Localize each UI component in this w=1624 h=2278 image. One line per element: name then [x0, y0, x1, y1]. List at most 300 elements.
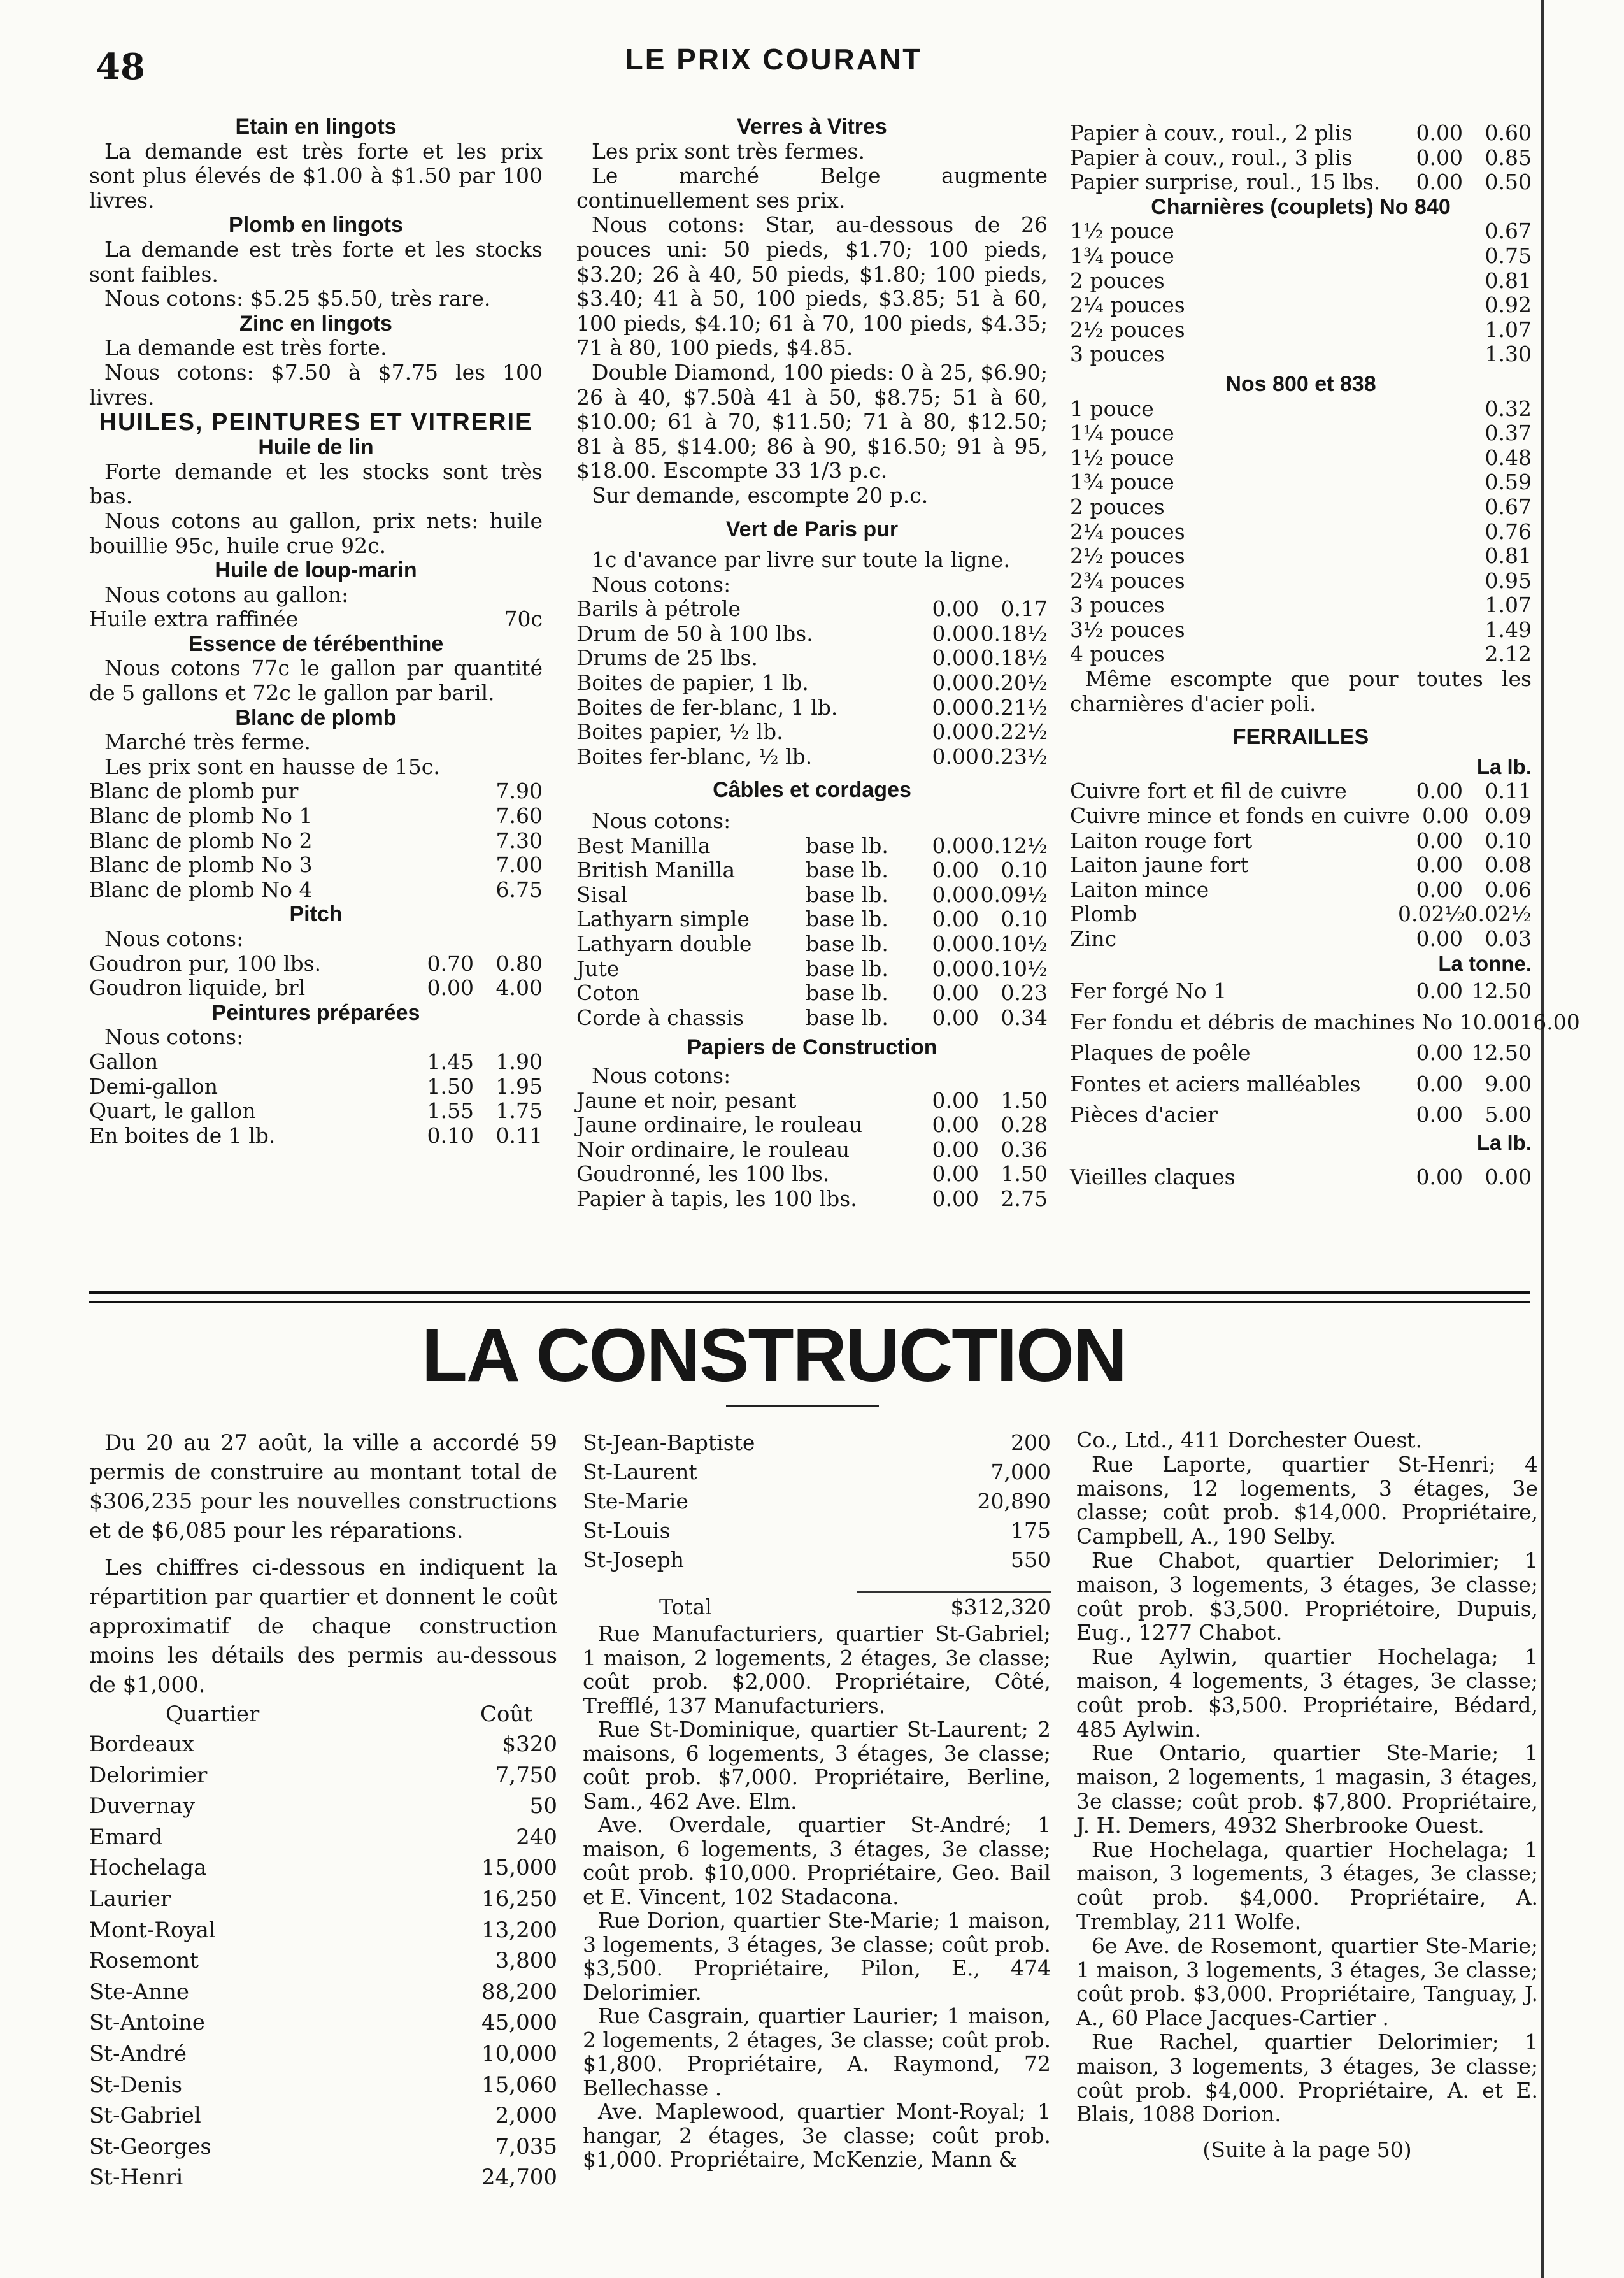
price-max: 0.10½ [980, 931, 1048, 956]
price: 0.81 [1485, 543, 1532, 569]
vert-text: 1c d'avance par livre sur toute la ligne. [592, 547, 1010, 573]
price-min: 0.00 [1422, 803, 1469, 829]
price: 7.60 [495, 803, 543, 829]
item-label: Corde à chassis [576, 1005, 744, 1030]
price-min: 1.55 [427, 1098, 474, 1124]
construction-intro-1: Du 20 au 27 août, la ville a accordé 59 permis de construire au montant total de $306,235 pour les nouvelles constructions et de $6,085 pour les réparations. [89, 1430, 557, 1544]
price-min: 0.00 [932, 1087, 979, 1113]
price-max: 16.00 [1520, 1009, 1580, 1035]
quartier-row [583, 1545, 1051, 1575]
item-label: Cuivre mince et fonds en cuivre [1070, 803, 1410, 829]
price-row [576, 1089, 1048, 1114]
item-label: 2½ pouces [1070, 317, 1185, 342]
item-label: Fontes et aciers malléables [1070, 1071, 1361, 1096]
quartier-row [89, 1729, 557, 1760]
price-row [1070, 293, 1532, 318]
price-min: 0.00 [932, 694, 979, 720]
vert-heading: Vert de Paris pur [725, 517, 899, 541]
price-row [1070, 170, 1532, 195]
cables-heading: Câbles et cordages [713, 778, 911, 803]
permit-entry: Rue Ontario, quartier Ste-Marie; 1 maison, 2 logements, 1 magasin, 3 étages, 3e classe; coût prob. $7,800. Propriétaire, J. H. Demers, 4932 Sherbrooke Ouest. [1076, 1740, 1538, 1838]
price-row [576, 1138, 1048, 1163]
price-row [89, 976, 543, 1001]
price: 0.67 [1485, 218, 1532, 244]
price-row [89, 1075, 543, 1100]
price-max: 0.09 [1485, 803, 1532, 829]
quartier-row [583, 1458, 1051, 1487]
construction-intro-2: Les chiffres ci-dessous en indiquent la répartition par quartier et donnent le coût approximatif de chaque construction moins les détails des permis au-dessous de $1,000. [89, 1555, 557, 1698]
total-value: $312,320 [950, 1594, 1051, 1619]
item-label: Fer fondu et débris de machines No 1 [1070, 1009, 1473, 1035]
price-min: 0.00 [932, 719, 979, 745]
item-label: Drum de 50 à 100 lbs. [576, 620, 813, 646]
construction-column-1 [89, 1428, 557, 2193]
verres-text-1: Les prix sont très fermes. [592, 138, 865, 164]
verres-text-3: Nous cotons: Star, au-dessous de 26 pouces uni: 50 pieds, $1.70; 100 pieds, $3.20; 26 à 40, 50 pieds, $1.80; 100 pieds, $3.40; 41 à 50, 100 pieds, $3.85; 51 à 60, 100 pieds, $4.10; 61 à 70, 100 pieds, $4.35; 71 à 80, 100 pieds, $4.85. [576, 212, 1048, 361]
charnieres-table [1070, 219, 1532, 367]
item-label: Blanc de plomb No 3 [89, 852, 313, 878]
quartier-row [583, 1516, 1051, 1545]
price-min: 1.45 [427, 1049, 474, 1074]
quartier-name: St-Antoine [89, 2010, 205, 2036]
section-rule-top [89, 1291, 1530, 1294]
price-max: 9.00 [1485, 1071, 1532, 1096]
quartier-name: Hochelaga [89, 1855, 207, 1881]
plomb-text-1: La demande est très forte et les stocks sont faibles. [89, 236, 543, 287]
price-min: 0.00 [932, 882, 979, 907]
item-label: Quart, le gallon [89, 1098, 256, 1124]
price-max: 1.50 [1001, 1161, 1048, 1187]
price: 1.30 [1485, 341, 1532, 367]
papier-couv-table [1070, 121, 1532, 195]
unit-basis: base lb. [806, 882, 888, 907]
ferrailles-lb-table [1070, 779, 1532, 951]
price-max: 0.02½ [1464, 901, 1532, 927]
pitch-intro: Nous cotons: [104, 926, 244, 951]
price-row [576, 696, 1048, 720]
price-row [1070, 520, 1532, 545]
unit-basis: base lb. [806, 1005, 888, 1030]
price-min: 0.00 [1416, 145, 1463, 170]
price-row [89, 952, 543, 977]
price-min: 0.00 [932, 857, 979, 883]
nos800-heading: Nos 800 et 838 [1225, 371, 1376, 396]
price-row [576, 932, 1048, 957]
item-label: Papier surprise, roul., 15 lbs. [1070, 169, 1381, 195]
price-row [89, 1050, 543, 1075]
quartier-name: Mont-Royal [89, 1917, 216, 1943]
price-max: 0.28 [1001, 1112, 1048, 1138]
price-min: 0.00 [932, 1161, 979, 1187]
etain-heading: Etain en lingots [235, 115, 397, 139]
price-max: 1.50 [1001, 1087, 1048, 1113]
quartier-row [89, 2007, 557, 2038]
quartier-name: St-Gabriel [89, 2103, 201, 2129]
ferrailles-heading: FERRAILLES [1232, 725, 1369, 750]
price-row [576, 858, 1048, 883]
item-label: Plomb [1070, 901, 1137, 927]
permit-entry: Rue Aylwin, quartier Hochelaga; 1 maison, 4 logements, 3 étages, 3e classe; coût prob. $3,500. Propriétaire, Bédard, 485 Aylwin. [1076, 1644, 1538, 1742]
price-min: 0.00 [932, 620, 979, 646]
price-max: 0.60 [1485, 120, 1532, 145]
banner-underline [726, 1405, 879, 1407]
construction-column-2 [583, 1428, 1051, 2172]
terebenthine-text: Nous cotons 77c le gallon par quantité de 5 gallons et 72c le gallon par baril. [89, 655, 543, 706]
quartier-row [583, 1428, 1051, 1458]
item-label: 1½ pouce [1070, 218, 1174, 244]
price: 1.07 [1485, 317, 1532, 342]
blanc-text-1: Marché très ferme. [104, 729, 311, 755]
price-row [1070, 318, 1532, 343]
quartier-name: St-Georges [89, 2133, 211, 2160]
item-label: Boites papier, ½ lb. [576, 719, 783, 745]
price-row [1070, 397, 1532, 422]
item-label: Best Manilla [576, 833, 711, 858]
vert-table [576, 597, 1048, 769]
price-row [89, 1099, 543, 1124]
permits-list-c [1076, 1452, 1538, 2126]
cout-col-header: Coût [480, 1701, 533, 1727]
pitch-table [89, 952, 543, 1001]
price-min: 0.00 [932, 956, 979, 981]
item-label: Drums de 25 lbs. [576, 645, 758, 671]
unit-basis: base lb. [806, 833, 888, 858]
price-min: 0.02½ [1398, 901, 1465, 927]
quartier-row [89, 1977, 557, 2008]
item-label: Demi-gallon [89, 1073, 218, 1099]
quartier-name: Ste-Marie [583, 1489, 688, 1514]
price-min: 0.00 [1416, 852, 1463, 878]
price-row [576, 981, 1048, 1006]
price-row [1070, 829, 1532, 854]
price-row [1070, 593, 1532, 618]
quartier-cost: 7,000 [990, 1459, 1051, 1484]
price-row [576, 720, 1048, 745]
nos800-table [1070, 397, 1532, 668]
item-label: Goudron pur, 100 lbs. [89, 950, 322, 976]
item-label: 1¾ pouce [1070, 469, 1174, 495]
loup-heading: Huile de loup-marin [215, 558, 417, 583]
price-row: Huile extra raffinée 70c [89, 606, 543, 632]
quartier-name: St-Jean-Baptiste [583, 1430, 755, 1455]
masthead-title: LE PRIX COURANT [625, 43, 923, 76]
plomb-heading: Plomb en lingots [229, 213, 403, 238]
price-row [576, 907, 1048, 932]
quartier-cost: $320 [502, 1731, 557, 1757]
nos800-note: Même escompte que pour toutes les charnières d'acier poli. [1070, 666, 1532, 716]
permits-list-b [583, 1622, 1051, 2172]
quartier-row [89, 2162, 557, 2193]
price-row [1070, 976, 1532, 1007]
item-label: Sisal [576, 882, 628, 907]
price-max: 0.10 [1485, 827, 1532, 853]
item-label: Barils à pétrole [576, 596, 741, 622]
section-rule-bottom [89, 1301, 1530, 1303]
verres-text-5: Sur demande, escompte 20 p.c. [592, 482, 929, 508]
verres-heading: Verres à Vitres [737, 115, 887, 139]
price-row [89, 878, 543, 903]
price-min: 0.00 [932, 1112, 979, 1138]
price-max: 1.95 [495, 1073, 543, 1099]
zinc-text-2: Nous cotons: $7.50 à $7.75 les 100 livres. [89, 359, 543, 410]
item-label: Plaques de poêle [1070, 1040, 1251, 1066]
price: 0.59 [1485, 469, 1532, 495]
permit-entry: Ave. Overdale, quartier St-André; 1 maison, 6 logements, 3 étages, 3e classe; coût prob. $10,000. Propriétaire, Geo. Bail et E. Vincent, 102 Stadacona. [583, 1812, 1051, 1909]
quartier-name: Emard [89, 1824, 163, 1850]
price-row [1070, 446, 1532, 471]
price-min: 0.00 [427, 975, 474, 1001]
column-2 [576, 115, 1048, 1212]
price-min: 0.00 [932, 906, 979, 932]
price: 0.32 [1485, 396, 1532, 421]
item-label: 2¼ pouces [1070, 519, 1185, 544]
quartier-name: St-Louis [583, 1518, 671, 1543]
permit-continuation: Co., Ltd., 411 Dorchester Ouest. [1076, 1428, 1423, 1452]
item-label: En boites de 1 lb. [89, 1122, 276, 1148]
price: 2.12 [1485, 641, 1532, 667]
unit-la-lb-2: La lb. [1476, 1130, 1532, 1154]
price-row [1070, 1100, 1532, 1131]
quartier-cost: 7,750 [495, 1762, 557, 1788]
price: 0.37 [1485, 420, 1532, 446]
quartier-row [89, 2038, 557, 2070]
price: 0.67 [1485, 494, 1532, 519]
price-row [1070, 902, 1532, 927]
total-label: Total [659, 1594, 712, 1619]
quartier-row [89, 1852, 557, 1884]
item-label: Pièces d'acier [1070, 1102, 1218, 1128]
item-label: Blanc de plomb No 2 [89, 827, 313, 853]
price-max: 0.23 [1001, 980, 1048, 1006]
price-min: 0.00 [932, 1136, 979, 1162]
price-min: 0.00 [932, 645, 979, 671]
item-label: Fer forgé No 1 [1070, 978, 1227, 1004]
papiers-intro: Nous cotons: [592, 1063, 731, 1088]
quartier-cost: 200 [1011, 1430, 1051, 1455]
item-label: Papier à tapis, les 100 lbs. [576, 1186, 857, 1211]
lin-text-2: Nous cotons au gallon, prix nets: huile bouillie 95c, huile crue 92c. [89, 508, 543, 558]
ferrailles-lb2-table [1070, 1155, 1532, 1200]
item-label: 2 pouces [1070, 494, 1165, 519]
price-min: 0.10 [427, 1122, 474, 1148]
zinc-text-1: La demande est très forte. [104, 335, 387, 361]
item-label: Papier à couv., roul., 3 plis [1070, 145, 1353, 170]
price-max: 0.50 [1485, 169, 1532, 195]
price-row [89, 1124, 543, 1149]
quartier-name: St-Denis [89, 2072, 183, 2098]
quartier-row [89, 1945, 557, 1977]
quartier-name: St-Laurent [583, 1459, 697, 1484]
price-row [1070, 1155, 1532, 1200]
quartier-name: Delorimier [89, 1762, 208, 1788]
quartier-row [89, 1760, 557, 1791]
peintures-intro: Nous cotons: [104, 1024, 244, 1050]
quartier-cost: 24,700 [481, 2165, 557, 2191]
verres-text-4: Double Diamond, 100 pieds: 0 à 25, $6.90; 26 à 40, $7.50à 41 à 50, $8.75; 51 à 60, $10.00; 61 à 70, $11.50; 71 à 80, $12.50; 81 à 85, $14.00; 86 à 90, $16.50; 91 à 95, $18.00. Escompte 33 1/3 p.c. [576, 359, 1048, 484]
quartier-cost: 175 [1011, 1518, 1051, 1543]
item-label: Papier à couv., roul., 2 plis [1070, 120, 1353, 145]
ferrailles-tonne-table [1070, 976, 1580, 1131]
price-min: 0.00 [932, 1005, 979, 1030]
quartier-cost: 50 [529, 1793, 557, 1819]
quartier-name: St-André [89, 2040, 187, 2067]
quartier-cost: 240 [516, 1824, 557, 1850]
item-label: 3½ pouces [1070, 617, 1185, 642]
item-label: Laiton rouge fort [1070, 827, 1253, 853]
price-row [1070, 421, 1532, 446]
page-edge-rule [1541, 0, 1544, 2278]
price-row [89, 804, 543, 829]
price-max: 0.36 [1001, 1136, 1048, 1162]
item-label: Cuivre fort et fil de cuivre [1070, 778, 1347, 804]
quartier-table-header [89, 1700, 557, 1729]
price-row [1070, 544, 1532, 569]
quartier-name: Laurier [89, 1886, 171, 1912]
permit-entry: Rue Manufacturiers, quartier St-Gabriel; 1 maison, 2 logements, 2 étages, 3e classe; coût prob. $2,000. Propriétaire, Côté, Trefflé, 137 Manufacturiers. [583, 1621, 1051, 1718]
price: 0.75 [1485, 243, 1532, 268]
price-row [1070, 853, 1532, 878]
quartier-row [89, 2100, 557, 2131]
quartier-table-continued [583, 1428, 1051, 1575]
item-label: 1¼ pouce [1070, 420, 1174, 446]
price-max: 0.80 [495, 950, 543, 976]
price-min: 0.00 [932, 670, 979, 696]
price-max: 0.00 [1485, 1164, 1532, 1190]
unit-basis: base lb. [806, 956, 888, 981]
cables-intro: Nous cotons: [592, 808, 731, 834]
blanc-text-2: Les prix sont en hausse de 15c. [104, 754, 440, 779]
price-row [89, 829, 543, 854]
item-label: 2¾ pouces [1070, 568, 1185, 593]
price-row [1070, 878, 1532, 903]
price-row [1070, 219, 1532, 244]
verres-text-2: Le marché Belge augmente continuellement ses prix. [576, 163, 1048, 213]
vert-intro: Nous cotons: [592, 571, 731, 597]
price-max: 0.11 [1485, 778, 1532, 804]
quartier-cost: 45,000 [481, 2010, 557, 2036]
price-min: 0.00 [1416, 120, 1463, 145]
quartier-cost: 2,000 [495, 2103, 557, 2129]
unit-la-tonne: La tonne. [1438, 951, 1532, 975]
construction-banner: LA CONSTRUCTION [421, 1314, 1127, 1398]
quartier-cost: 13,200 [481, 1917, 557, 1943]
price-row [1070, 779, 1532, 804]
unit-la-lb: La lb. [1476, 754, 1532, 778]
price: 0.81 [1485, 268, 1532, 293]
price-min: 0.00 [932, 980, 979, 1006]
price-min: 0.00 [1416, 778, 1463, 804]
peintures-heading: Peintures préparées [211, 1000, 420, 1025]
price-max: 0.21½ [980, 694, 1048, 720]
price-max: 4.00 [495, 975, 543, 1001]
item-label: Lathyarn simple [576, 906, 750, 932]
price: 7.00 [495, 852, 543, 878]
quartier-row [89, 2070, 557, 2101]
price-max: 1.90 [495, 1049, 543, 1074]
item-label: Jaune et noir, pesant [576, 1087, 797, 1113]
peintures-table [89, 1050, 543, 1148]
price-min: 0.00 [1416, 1040, 1463, 1066]
quartier-cost: 7,035 [495, 2133, 557, 2160]
price-max: 0.18½ [980, 620, 1048, 646]
quartier-name: St-Joseph [583, 1547, 684, 1572]
construction-column-3 [1076, 1428, 1538, 2162]
price-row [1070, 121, 1532, 146]
price-row [1070, 927, 1532, 952]
quartier-cost: 550 [1011, 1547, 1051, 1572]
quartier-name: Ste-Anne [89, 1979, 190, 2005]
permit-entry: Rue St-Dominique, quartier St-Laurent; 2 maisons, 6 logements, 3 étages, 3e classe; coût prob. $7,000. Propriétaire, Berline, Sam., 462 Ave. Elm. [583, 1717, 1051, 1814]
item-label: Goudronné, les 100 lbs. [576, 1161, 830, 1187]
unit-basis: base lb. [806, 931, 888, 956]
price: 1.49 [1485, 617, 1532, 642]
papiers-heading: Papiers de Construction [687, 1035, 937, 1060]
price-row [1070, 804, 1532, 829]
quartier-name: Rosemont [89, 1948, 199, 1974]
quartier-name: Bordeaux [89, 1731, 194, 1757]
quartier-row [89, 1915, 557, 1946]
price-row [576, 671, 1048, 696]
price-row [1070, 642, 1532, 667]
item-label: 4 pouces [1070, 641, 1165, 667]
price-max: 0.10 [1001, 906, 1048, 932]
price-max: 0.11 [495, 1122, 543, 1148]
item-label: 1¾ pouce [1070, 243, 1174, 268]
quartier-name: Duvernay [89, 1793, 196, 1819]
item-label: Boites de papier, 1 lb. [576, 670, 809, 696]
etain-text: La demande est très forte et les prix sont plus élevés de $1.00 à $1.50 par 100 livres. [89, 138, 543, 213]
price-max: 0.17 [1001, 596, 1048, 622]
quartier-cost: 15,000 [481, 1855, 557, 1881]
quartier-cost: 15,060 [481, 2072, 557, 2098]
price-max: 1.75 [495, 1098, 543, 1124]
item-label: Blanc de plomb No 4 [89, 877, 313, 902]
column-3 [1070, 120, 1580, 1200]
price-min: 0.00 [932, 833, 979, 858]
price-row [89, 779, 543, 804]
terebenthine-heading: Essence de térébenthine [188, 631, 444, 656]
price: 0.76 [1485, 519, 1532, 544]
price-max: 0.10½ [980, 956, 1048, 981]
price-row [1070, 1069, 1532, 1100]
price-min: 0.00 [932, 931, 979, 956]
quartier-row [89, 1822, 557, 1853]
price-row [576, 883, 1048, 908]
price-min: 0.00 [1416, 1164, 1463, 1190]
price-row [576, 1162, 1048, 1187]
price: 7.30 [495, 827, 543, 853]
permit-entry: Rue Hochelaga, quartier Hochelaga; 1 maison, 3 logements, 3 étages, 3e classe; coût prob. $4,000. Propriétaire, A. Tremblay, 211 Wolfe. [1076, 1837, 1538, 1934]
quartier-row [89, 1884, 557, 1915]
price-row [576, 622, 1048, 647]
lin-heading: Huile de lin [258, 435, 374, 460]
price-row [1070, 1038, 1532, 1069]
item-label: Boites de fer-blanc, 1 lb. [576, 694, 838, 720]
quartier-cost: 20,890 [977, 1489, 1051, 1514]
charnieres-heading: Charnières (couplets) No 840 [1151, 194, 1451, 219]
item-label: Blanc de plomb No 1 [89, 803, 313, 829]
price-max: 0.12½ [980, 833, 1048, 858]
price-max: 2.75 [1001, 1186, 1048, 1211]
price-row [1070, 618, 1532, 643]
price-row [576, 597, 1048, 622]
price-min: 0.00 [1416, 926, 1463, 951]
price-min: 0.00 [1416, 1071, 1463, 1096]
item-label: Lathyarn double [576, 931, 752, 956]
quartier-cost: 16,250 [481, 1886, 557, 1912]
price-min: 0.00 [1416, 169, 1463, 195]
item-label: Laiton mince [1070, 877, 1209, 902]
